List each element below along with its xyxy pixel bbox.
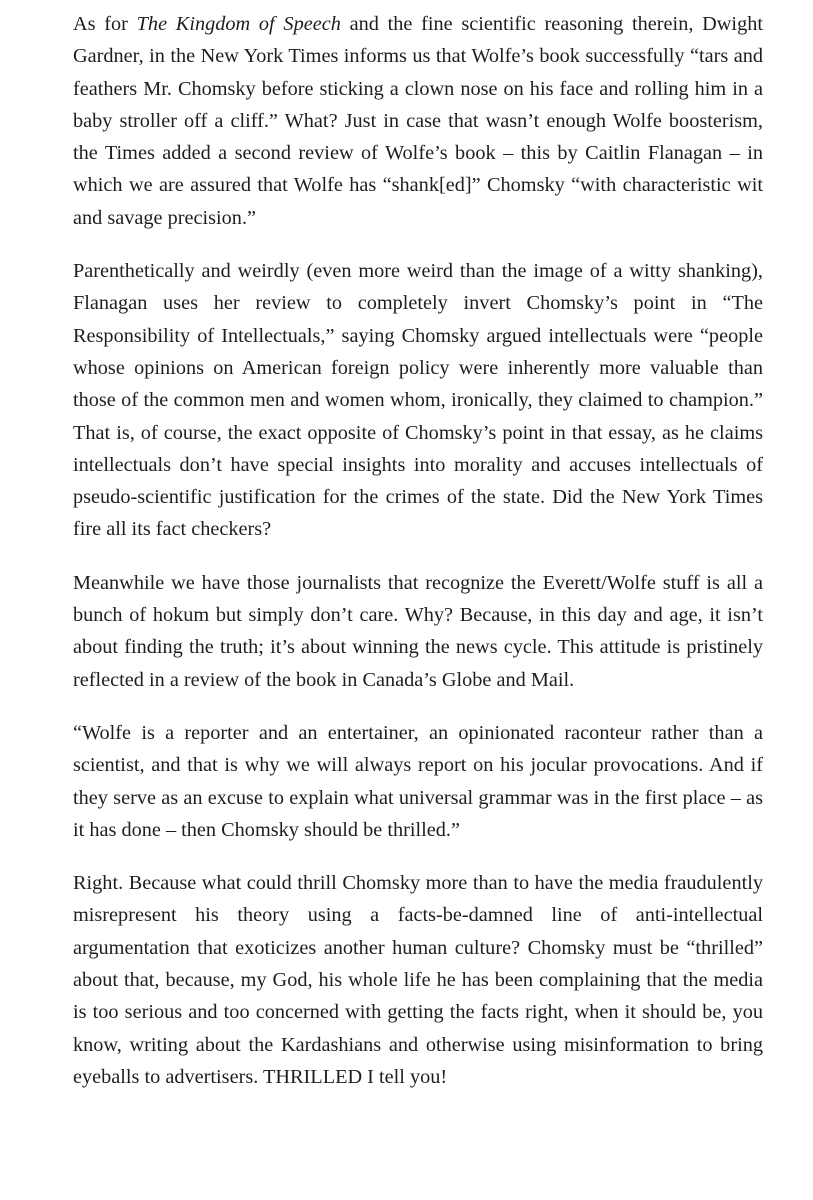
paragraph	[73, 867, 763, 1093]
paragraph-text: Right. Because what could thrill Chomsky more than to have the media fraudulently misrepresent his theory using a facts-be-damned line of anti-intellectual argumentation that exoticizes another human culture? Chomsky must be “thrilled” about that, because, my God, his whole life he has been complaining that the media is too serious and too concerned with getting the facts right, when it should be, you know, writing about the Kardashians and otherwise using misinformation to bring eyeballs to advertisers. THRILLED I tell you!	[73, 872, 763, 1088]
paragraph-text: Parenthetically and weirdly (even more weird than the image of a witty shanking), Flanagan uses her review to completely invert Chomsky’s point in “The Responsibility of Intellectuals,” saying Chomsky argued intellectuals were “people whose opinions on American foreign policy were inherently more valuable than those of the common men and women whom, ironically, they claimed to champion.” That is, of course, the exact opposite of Chomsky’s point in that essay, as he claims intellectuals don’t have special insights into morality and accuses intellectuals of pseudo-scientific justification for the crimes of the state. Did the New York Times fire all its fact checkers?	[73, 260, 763, 541]
paragraph	[73, 567, 763, 696]
quote-paragraph	[73, 717, 763, 846]
book-title: The Kingdom of Speech	[136, 13, 341, 35]
paragraph-text: Meanwhile we have those journalists that recognize the Everett/Wolfe stuff is all a bunch of hokum but simply don’t care. Why? Because, in this day and age, it isn’t about finding the truth; it’s about winning the news cycle. This attitude is pristinely reflected in a review of the book in Canada’s Globe and Mail.	[73, 571, 763, 691]
paragraph-text: “Wolfe is a reporter and an entertainer, an opinionated raconteur rather than a scientist, and that is why we will always report on his jocular provocations. And if they serve as an excuse to explain what universal grammar was in the first place – as it has done – then Chomsky should be thrilled.”	[73, 721, 763, 841]
paragraph-text: As for	[73, 13, 137, 35]
paragraph	[73, 8, 763, 234]
paragraph-text: and the fine scientific reasoning therein, Dwight Gardner, in the New York Times informs us that Wolfe’s book successfully “tars and feathers Mr. Chomsky before sticking a clown nose on his face and rolling him in a baby stroller off a cliff.” What? Just in case that wasn’t enough Wolfe boosterism, the Times added a second review of Wolfe’s book – this by Caitlin Flanagan – in which we are assured that Wolfe has “shank[ed]” Chomsky “with characteristic wit and savage precision.”	[73, 13, 763, 229]
paragraph	[73, 255, 763, 546]
article-body	[73, 8, 763, 1093]
